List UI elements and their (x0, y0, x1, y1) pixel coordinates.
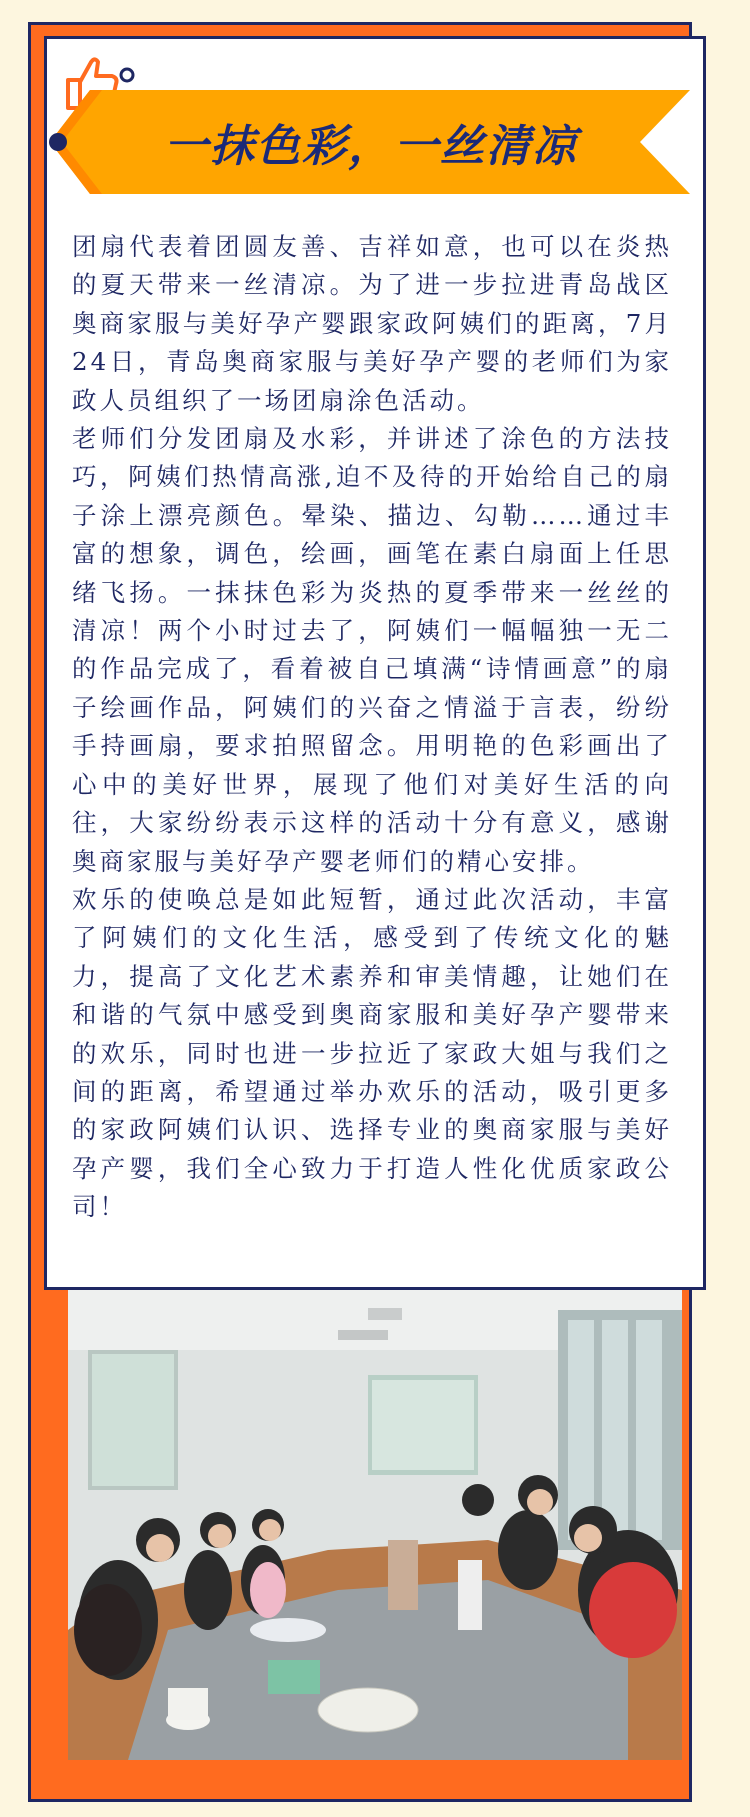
circle-dot-icon (118, 66, 136, 88)
banner-title: 一抹色彩，一丝清凉 (164, 121, 578, 172)
paragraph: 团扇代表着团圆友善、吉祥如意，也可以在炎热的夏天带来一丝清凉。为了进一步拉进青岛战区奥商家服与美好孕产婴跟家政阿姨们的距离，7月24日，青岛奥商家服与美好孕产婴的老师们为家政人员组织了一场团扇涂色活动。 (72, 232, 672, 415)
paragraph: 欢乐的使唤总是如此短暂，通过此次活动，丰富了阿姨们的文化生活，感受到了传统文化的魅力，提高了文化艺术素养和审美情趣，让她们在和谐的气氛中感受到奥商家服和美好孕产婴带来的欢乐，同时也进一步拉近了家政大姐与我们之间的距离，希望通过举办欢乐的活动，吸引更多的家政阿姨们认识、选择专业的奥商家服与美好孕产婴，我们全心致力于打造人性化优质家政公司！ (72, 884, 672, 1222)
photo-fan-painting-activity (68, 1290, 682, 1760)
paragraph: 老师们分发团扇及水彩，并讲述了涂色的方法技巧，阿姨们热情高涨,迫不及待的开始给自己的扇子涂上漂亮颜色。晕染、描边、勾勒……通过丰富的想象，调色，绘画，画笔在素白扇面上任思绪飞扬。一抹抹色彩为炎热的夏季带来一丝丝的清凉！两个小时过去了，阿姨们一幅幅独一无二的作品完成了，看着被自己填满“诗情画意”的扇子绘画作品，阿姨们的兴奋之情溢于言表，纷纷手持画扇，要求拍照留念。用明艳的色彩画出了心中的美好世界，展现了他们对美好生活的向往，大家纷纷表示这样的活动十分有意义，感谢奥商家服与美好孕产婴老师们的精心安排。 (72, 424, 672, 876)
article-body (72, 228, 672, 1227)
title-banner (50, 86, 692, 198)
